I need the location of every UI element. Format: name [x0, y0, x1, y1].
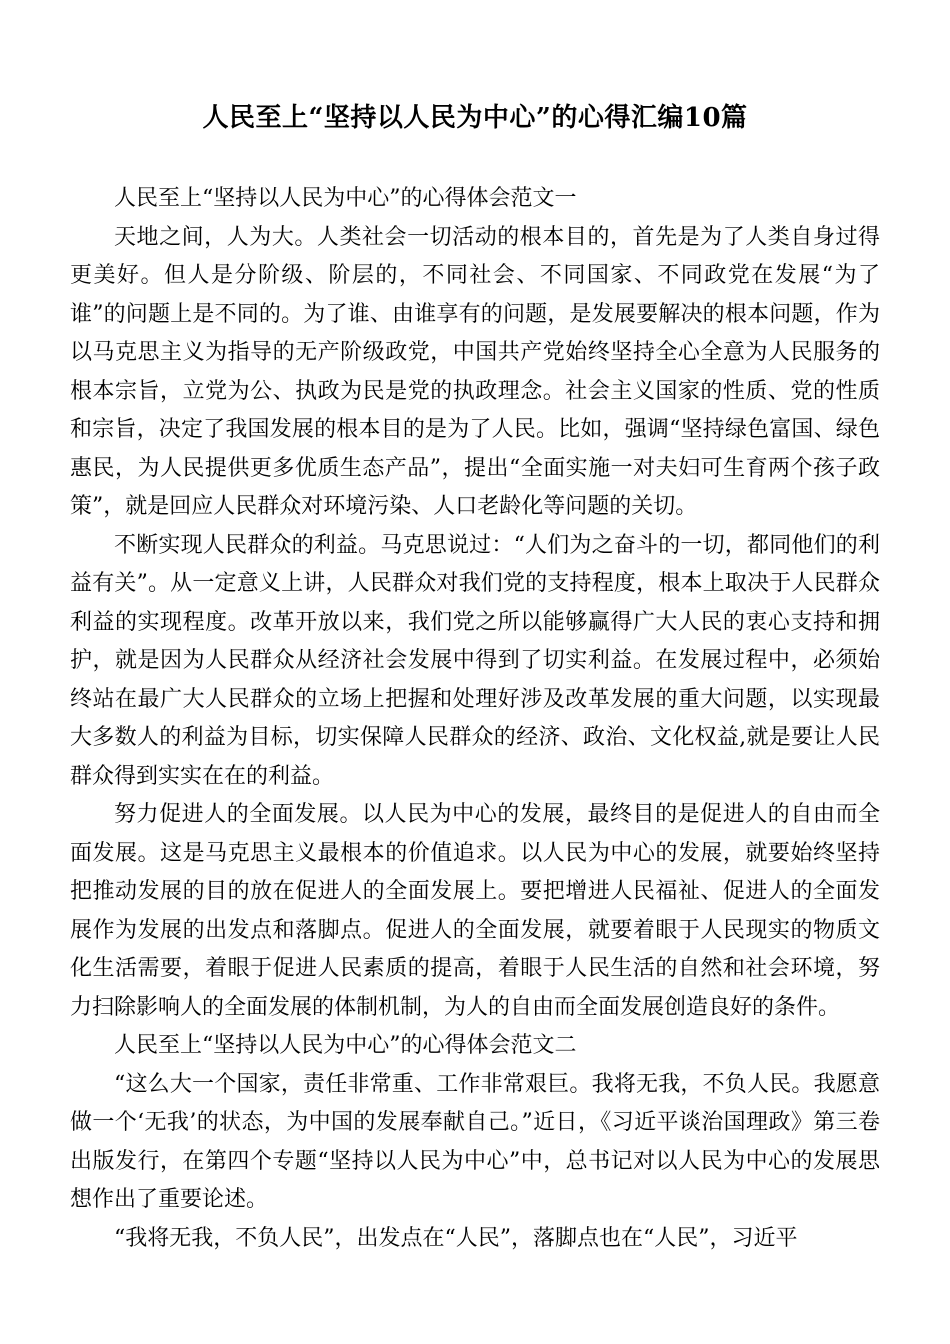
section-heading-1: 人民至上“坚持以人民为中心”的心得体会范文一: [114, 186, 577, 211]
document-title: 人民至上“坚持以人民为中心”的心得汇编10篇: [202, 103, 748, 133]
section-heading-2: 人民至上“坚持以人民为中心”的心得体会范文二: [114, 1033, 577, 1058]
paragraph: “我将无我，不负人民”，出发点在“人民”，落脚点也在“人民”，习近平: [114, 1225, 798, 1251]
paragraph: 努力促进人的全面发展。以人民为中心的发展，最终目的是促进人的自由而全面发展。这是马克思主义最根本的价值追求。以人民为中心的发展，就要始终坚持把推动发展的目的放在促进人的全面发展上。要把增进人民福祉、促进人的全面发展作为发展的出发点和落脚点。促进人的全面发展，就要着眼于人民现实的物质文化生活需要，着眼于促进人民素质的提高，着眼于人民生活的自然和社会环境，努力扫除影响人的全面发展的体制机制，为人的自由而全面发展创造良好的条件。: [70, 802, 880, 1020]
paragraph: 天地之间，人为大。人类社会一切活动的根本目的，首先是为了人类自身过得更美好。但人是分阶级、阶层的，不同社会、不同国家、不同政党在发展“为了谁”的问题上是不同的。为了谁、由谁享有的问题，是发展要解决的根本问题，作为以马克思主义为指导的无产阶级政党，中国共产党始终坚持全心全意为人民服务的根本宗旨，立党为公、执政为民是党的执政理念。社会主义国家的性质、党的性质和宗旨，决定了我国发展的根本目的是为了人民。比如，强调“坚持绿色富国、绿色惠民，为人民提供更多优质生态产品”，提出“全面实施一对夫妇可生育两个孩子政策”，就是回应人民群众对环境污染、人口老龄化等问题的关切。: [70, 224, 880, 519]
paragraph: 不断实现人民群众的利益。马克思说过：“人们为之奋斗的一切，都同他们的利益有关”。从一定意义上讲，人民群众对我们党的支持程度，根本上取决于人民群众利益的实现程度。改革开放以来，我们党之所以能够赢得广大人民的衷心支持和拥护，就是因为人民群众从经济社会发展中得到了切实利益。在发展过程中，必须始终站在最广大人民群众的立场上把握和处理好涉及改革发展的重大问题，以实现最大多数人的利益为目标，切实保障人民群众的经济、政治、文化权益,就是要让人民群众得到实实在在的利益。: [70, 532, 880, 789]
document-body: [70, 180, 880, 1258]
paragraph: “这么大一个国家，责任非常重、工作非常艰巨。我将无我，不负人民。我愿意做一个‘无我’的状态，为中国的发展奉献自己。”近日，《习近平谈治国理政》第三卷出版发行，在第四个专题“坚持以人民为中心”中，总书记对以人民为中心的发展思想作出了重要论述。: [70, 1071, 880, 1212]
